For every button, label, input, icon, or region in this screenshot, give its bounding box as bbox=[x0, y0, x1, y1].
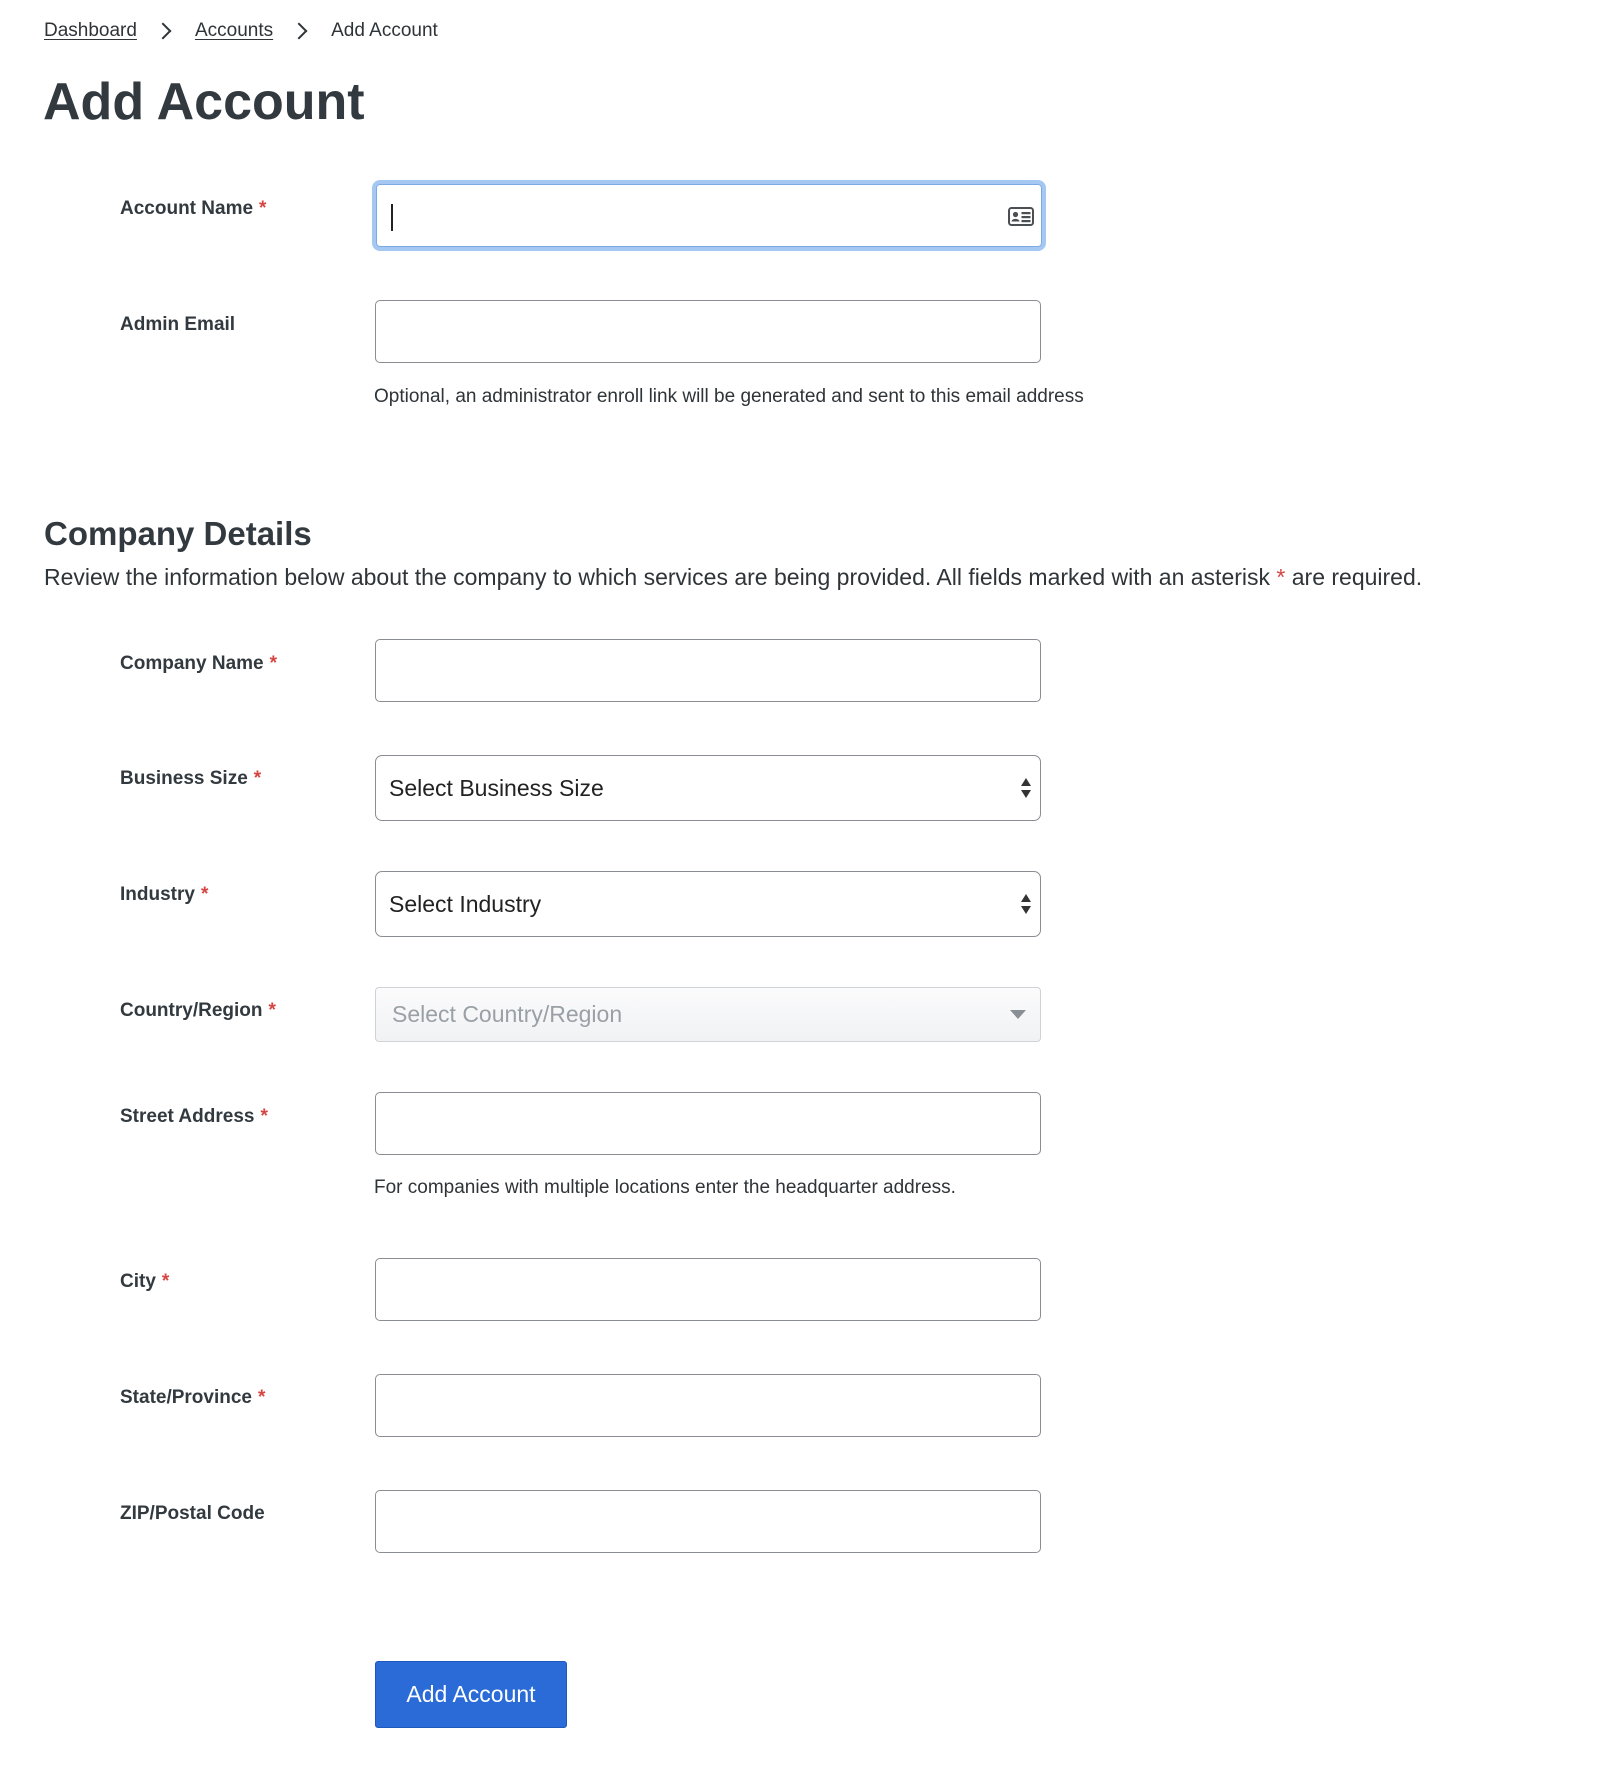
street-address-label-text: Street Address bbox=[120, 1106, 255, 1127]
company-name-input[interactable] bbox=[375, 639, 1041, 702]
caret-down-icon bbox=[1010, 1010, 1026, 1019]
city-input[interactable] bbox=[375, 1258, 1041, 1321]
street-address-input[interactable] bbox=[375, 1092, 1041, 1155]
country-region-label-text: Country/Region bbox=[120, 1000, 263, 1021]
street-address-help: For companies with multiple locations enter the headquarter address. bbox=[374, 1177, 956, 1198]
industry-selected: Select Industry bbox=[389, 890, 542, 917]
contact-card-icon[interactable] bbox=[1008, 207, 1034, 226]
add-account-button[interactable]: Add Account bbox=[375, 1661, 567, 1728]
required-asterisk: * bbox=[200, 884, 209, 905]
street-address-label bbox=[120, 1105, 268, 1129]
admin-email-label-text: Admin Email bbox=[120, 314, 236, 335]
zip-postal-code-input[interactable] bbox=[375, 1490, 1041, 1553]
account-name-input-inner bbox=[376, 184, 1042, 247]
chevron-right-icon bbox=[291, 23, 308, 40]
page-title: Add Account bbox=[43, 73, 365, 131]
business-size-selected: Select Business Size bbox=[389, 774, 604, 801]
required-asterisk: * bbox=[259, 198, 267, 219]
company-details-description-text: Review the information below about the company to which services are being provided. All fields marked with an asterisk bbox=[44, 564, 1271, 590]
required-asterisk: * bbox=[260, 1106, 268, 1127]
required-asterisk: * bbox=[161, 1271, 170, 1292]
required-asterisk: * bbox=[268, 1000, 276, 1021]
company-details-description-end: are required. bbox=[1291, 564, 1423, 590]
admin-email-input[interactable] bbox=[375, 300, 1041, 363]
breadcrumb bbox=[44, 18, 438, 44]
up-down-arrows-icon bbox=[1020, 892, 1032, 916]
breadcrumb-dashboard-link[interactable]: Dashboard bbox=[44, 20, 137, 41]
country-region-placeholder: Select Country/Region bbox=[392, 1001, 623, 1027]
required-asterisk: * bbox=[258, 1387, 266, 1408]
required-asterisk: * bbox=[253, 768, 262, 789]
state-province-label bbox=[120, 1386, 265, 1410]
admin-email-help: Optional, an administrator enroll link will be generated and sent to this email address bbox=[374, 386, 1084, 407]
business-size-label bbox=[120, 767, 261, 791]
account-name-label bbox=[120, 197, 266, 221]
state-province-label-text: State/Province bbox=[120, 1387, 252, 1408]
chevron-right-icon bbox=[154, 23, 171, 40]
admin-email-label bbox=[120, 313, 235, 337]
breadcrumb-current: Add Account bbox=[331, 20, 438, 41]
country-region-label bbox=[120, 999, 276, 1023]
up-down-arrows-icon bbox=[1020, 776, 1032, 800]
zip-postal-code-label bbox=[120, 1502, 265, 1526]
country-region-select[interactable] bbox=[375, 987, 1041, 1042]
account-name-input[interactable] bbox=[372, 180, 1046, 251]
industry-label-text: Industry bbox=[120, 884, 195, 905]
city-label-text: City bbox=[120, 1271, 156, 1292]
required-asterisk: * bbox=[1276, 564, 1286, 590]
breadcrumb-accounts-link[interactable]: Accounts bbox=[194, 20, 274, 41]
company-details-description bbox=[44, 564, 1422, 591]
industry-label bbox=[120, 883, 208, 907]
company-name-label bbox=[120, 652, 277, 676]
company-name-label-text: Company Name bbox=[120, 653, 264, 674]
account-name-label-text: Account Name bbox=[120, 198, 254, 219]
business-size-label-text: Business Size bbox=[120, 768, 248, 789]
text-cursor bbox=[391, 204, 393, 231]
company-details-heading: Company Details bbox=[44, 515, 312, 552]
zip-postal-code-label-text: ZIP/Postal Code bbox=[120, 1503, 265, 1524]
state-province-input[interactable] bbox=[375, 1374, 1041, 1437]
industry-select[interactable] bbox=[375, 871, 1041, 937]
business-size-select[interactable] bbox=[375, 755, 1041, 821]
city-label bbox=[120, 1270, 169, 1294]
required-asterisk: * bbox=[269, 653, 278, 674]
